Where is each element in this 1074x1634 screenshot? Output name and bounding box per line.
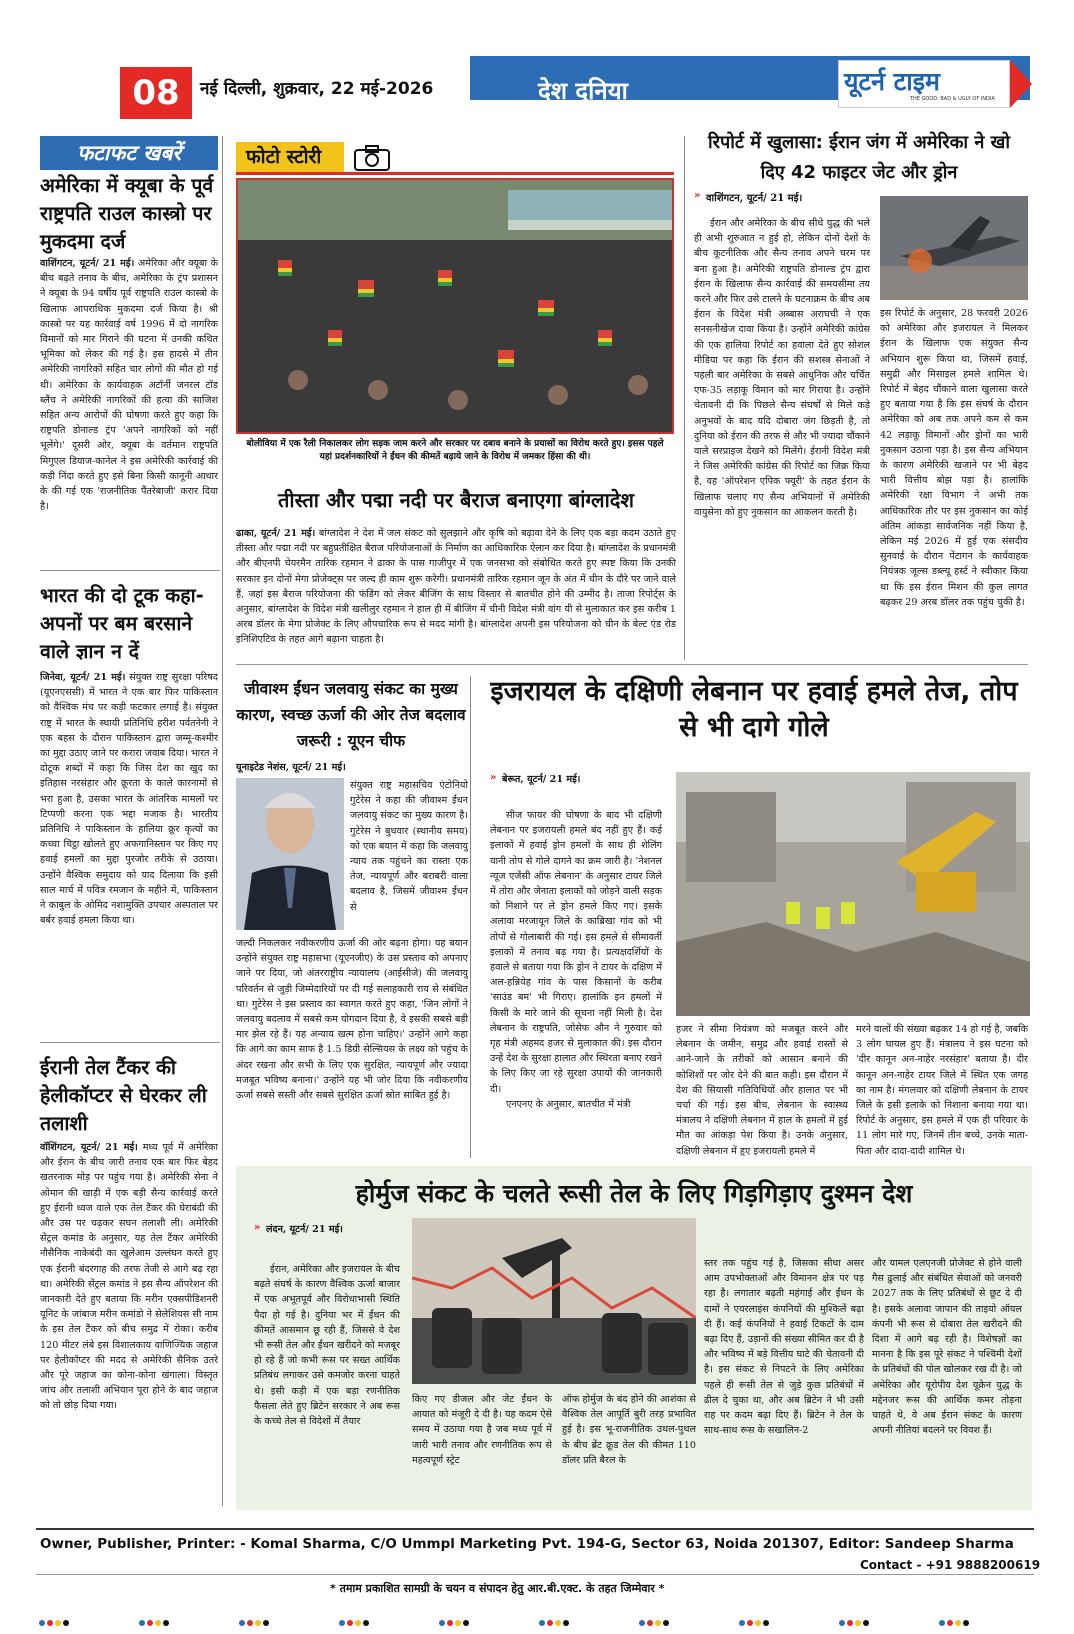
story-body: अमेरिका और क्यूबा के बीच बढ़ते तनाव के बीच, अमेरिका के ट्रंप प्रशासन ने क्यूबा के 94 वर्षीय पूर्व राष्ट्रपति राउल कास्त्रो के खिलाफ आपराधिक मुकदमा दर्ज किया है। श्री कास्त्रो पर यह कार्रवाई वर्ष 1996 में दो नागरिक विमानों को मार गिराने की घटना में उनकी कथित भूमिका को लेकर की गई है। इस हादसे में तीन अमेरिकी नागरिकों सहित चार लोगों की मौत हो गई थी। अमेरिका के कार्यवाहक अटॉर्नी जनरल टॉड ब्लैंच ने अमेरिकी नागरिकों की हत्या की साजिश सहित अन्य आरोपों की घोषणा करते हुए कहा कि राष्ट्रपति डोनाल्ड ट्रंप 'अपने नागरिकों को नहीं भूलेंगे।' दूसरी ओर, क्यूबा के वर्तमान राष्ट्रपति मिगुएल डियाज-कानेल ने इस अमेरिकी कार्रवाई की कड़ी निंदा करते हुए इसे बिना किसी कानूनी आधार के की गई एक 'राजनीतिक पैंतरेबाजी' करार दिया है। xyxy=(40,258,218,513)
footer-rule xyxy=(36,1574,1034,1575)
dateline: जिनेवा, यूटर्न/ 21 मई। xyxy=(40,672,126,683)
story-body-end: एनएनए के अनुसार, बातचीत में मंत्री xyxy=(506,1098,631,1110)
disclaimer-line: * तमाम प्रकाशित सामग्री के चयन व संपादन हेतु आर.बी.एक्ट. के तहत जिम्मेवार * xyxy=(330,1582,665,1595)
story-cuba xyxy=(40,256,218,558)
story-hormuz-col5: और यामल एलएनजी प्रोजेक्ट से होने वाली गैस ढुलाई और संबंधित सेवाओं को जनवरी 2027 तक के लिए प्रतिबंधों से छूट दे दी है। इसके अलावा जापान की ताइयो ऑयल कंपनी भी रूस से दोबारा तेल खरीदने की दिशा में आगे बढ़ रही है। विशेषज्ञों का मानना है कि इस पूरे संकट ने पश्चिमी देशों के प्रतिबंधों की पोल खोलकर रख दी है। जो अमेरिका और यूरोपीय देश यूक्रेन युद्ध के मद्देनजर रूस की आर्थिक कमर तोड़ना चाहते थे, वे अब ईरान संकट के कारण अपनी नीतियां बदलने पर विवश हैं। xyxy=(872,1258,1022,1437)
headline-tanker: ईरानी तेल टैंकर की हेलीकॉप्टर से घेरकर ली तलाशी xyxy=(40,1056,207,1135)
story-israel-col3: मरने वालों की संख्या बढ़कर 14 हो गई है, जबकि 3 लोग घायल हुए हैं। मंत्रालय ने इस घटना को 'दीर कानून अन-नाहेर नरसंहार' बताया है। दीर कानून अन-नाहेर टायर जिले में स्थित एक जगह का नाम है। मंगलवार को दक्षिणी लेबनान के टायर जिले के इसी इलाके को निशाना बनाया गया था। रिपोर्ट के अनुसार, इस हमले में एक ही परिवार के 11 लोग मारे गए, जिनमें तीन बच्चे, उनके माता-पिता और दादा-दादी शामिल थे। xyxy=(856,1024,1028,1156)
story-un-top: संयुक्त राष्ट्र महासचिव एंटोनियो गुटेरेस ने कहा की जीवाश्म ईंधन जलवायु संकट का मुख्य कारण है। गुटेरेस ने बुधवार (स्थानीय समय) को एक बयान में कहा कि जलवायु न्याय तक पहुंचने का रास्ता एक तेज, न्यायपूर्ण और बराबरी वाला बदलाव है, जिसमें जीवाश्म ईंधन से xyxy=(350,780,468,913)
dateline-iran: वाशिंगटन, यूटर्न/ 21 मई। xyxy=(706,193,803,204)
photo-caption: बोलीविया में एक रैली निकालकर लोग सड़क जाम करने और सरकार पर दबाव बनाने के प्रयासों का विरोध करते हुए। इसस पहले यहां प्रदर्शनकारियों ने ईंधन की कीमतें बढ़ाये जाने के विरोध में जमकर हिंसा की थी। xyxy=(236,434,674,468)
dateline-hormuz: लंदन, यूटर्न/ 21 मई। xyxy=(266,1224,343,1235)
dateline-un: यूनाइटेड नेशंस, यूटर्न/ 21 मई। xyxy=(236,762,346,773)
story-un-bottom: जल्दी निकलकर नवीकरणीय ऊर्जा की ओर बढ़ना होगा। यह बयान उन्होंने संयुक्त राष्ट्र महासभा (यूएनजीए) के उस प्रस्ताव को अपनाए जाने पर दिया, जो अंतरराष्ट्रीय न्यायालय (आईसीजे) की जलवायु परिवर्तन से जुड़ी जिम्मेदारियों पर दी गई सलाहकारी राय से संबंधित था। गुटेरेस ने इस प्रस्ताव का स्वागत करते हुए कहा, 'जिन लोगों ने जलवायु बदलाव में सबसे कम योगदान दिया है, वे इसकी सबसे बड़ी मार झेल रहे हैं। यह अन्याय खत्म होना चाहिए।' उन्होंने आगे कहा कि आगे का काम साफ है 1.5 डिग्री सेल्सियस के लक्ष्य को पहुंच के अंदर रखना और सभी के लिए एक सुरक्षित, न्यायपूर्ण और ज्यादा मजबूत भविष्य बनाना।' उन्होंने यह भी जोर दिया कि नवीकरणीय ऊर्जा सबसे सस्ती और सबसे सुरक्षित ऊर्जा स्रोत साबित हुई है। xyxy=(236,938,468,1102)
story-teesta xyxy=(236,526,676,656)
headline-cuba: अमेरिका में क्यूबा के पूर्व राष्ट्रपति राउल कास्त्रो पर मुकदमा दर्ज xyxy=(40,174,214,253)
logo-tagline: THE GOOD, BAD & UGLY OF INDIA xyxy=(910,96,995,102)
page-number: 08 xyxy=(120,67,192,119)
column-divider xyxy=(684,136,685,660)
dateline: ढाका, यूटर्न/ 21 मई। xyxy=(236,528,316,539)
contact-line: Contact - +91 9888200619 xyxy=(860,1558,1041,1572)
column-divider xyxy=(470,676,471,1158)
story-body: मध्य पूर्व में अमेरिका और ईरान के बीच जारी तनाव एक बार फिर बेहद खतरनाक मोड़ पर पहुंच गया है। अमेरिकी सेना ने ओमान की खाड़ी में एक बड़ी सैन्य कार्रवाई करते हुए ईरानी ध्वज वाले एक तेल टैंकर की घेराबंदी की और उस पर चढ़कर सघन तलाशी ली। अमेरिकी सेंट्रल कमांड के अनुसार, यह तेल टैंकर अमेरिकी नौसैनिक नाकेबंदी का खुलेआम उल्लंघन करते हुए एक ईरानी बंदरगाह की तरफ तेजी से आगे बढ़ रहा था। अमेरिकी सेंट्रल कमांड ने इस सैन्य ऑपरेशन की जानकारी देते हुए बताया कि मरीन एक्सपीडिशनरी यूनिट के जांबाज मरीन कमांडो ने सेलेशियस सी नाम के इस तेल टैंकर को बीच समुद्र में रोका। करीब 120 मीटर लंबे इस विशालकाय वाणिज्यिक जहाज पर हेलीकॉप्टर की मदद से अमेरिकी सैनिक उतरे और पूरे जहाज का कोना-कोना खंगाला। विस्तृत जांच और तलाशी अभियान पूरा होने के बाद जहाज को तो छोड़ दिया गया। xyxy=(40,1142,218,1412)
lebanon-rubble-photo xyxy=(676,772,1030,1016)
story-hormuz-col1: ईरान, अमेरिका और इजरायल के बीच बढ़ते संघर्ष के कारण वैश्विक ऊर्जा बाजार में एक अभूतपूर्व और विरोधाभासी स्थिति पैदा हो गई है। दुनिया भर में ईंधन की कीमतें आसमान छू रही हैं, जिससे वे देश भी रूसी तेल और ईंधन खरीदने को मजबूर हो रहे हैं जो कभी रूस पर सख्त आर्थिक प्रतिबंध लगाकर उसे कमजोर करना चाहते थे। इसी कड़ी में एक बड़ा रणनीतिक फैसला लेते हुए ब्रिटेन सरकार ने अब रूस के कच्चे तेल से विदेशों में तैयार xyxy=(254,1264,400,1428)
dateline: वाशिंगटन, यूटर्न/ 21 मई। xyxy=(40,258,135,269)
story-hormuz-col2: किए गए डीजल और जेट ईंधन के आयात को मंजूरी दे दी है। यह कदम ऐसे समय में उठाया गया है जब मध्य पूर्व में जारी भारी तनाव और रणनीतिक रूप से महत्वपूर्ण स्ट्रेट xyxy=(412,1394,552,1466)
divider xyxy=(236,664,1028,665)
photo-story-rule xyxy=(236,172,674,175)
headline-un: जीवाश्म ईंधन जलवायु संकट का मुख्य कारण, स्वच्छ ऊर्जा की ओर तेज बदलाव जरूरी : यूएन चीफ xyxy=(236,680,466,750)
bolivia-rally-photo xyxy=(236,178,674,434)
photo-story-tag: फोटो स्टोरी xyxy=(236,142,344,172)
dateline-israel: बेरूत, यूटर्न/ 21 मई। xyxy=(502,774,581,785)
divider xyxy=(40,1042,220,1043)
headline-israel: इजरायल के दक्षिणी लेबनान पर हवाई हमले तेज, तोप से भी दागे गोले xyxy=(490,676,1018,743)
imprint-line: Owner, Publisher, Printer: - Komal Sharma, C/O Ummpl Marketing Pvt. 194-G, Sector 63, Noida 201307, Editor: Sandeep Sharma xyxy=(40,1536,1014,1552)
quick-news-tag: फटाफट खबरें xyxy=(40,136,218,170)
column-divider xyxy=(222,136,223,1506)
camera-icon xyxy=(352,144,392,172)
headline-teesta: तीस्ता और पद्मा नदी पर बैराज बनाएगा बांग्लादेश xyxy=(278,488,634,512)
logo-arrow-icon xyxy=(1010,60,1032,108)
story-israel-col2: हजर ने सीमा नियंत्रण को मजबूत करने और लेबनान के जमीन, समुद्र और हवाई रास्तों से आने-जाने के तरीकों को आसान बनाने की कोशिशों पर जोर देने की बात कही। इस दौरान में देश की सियासी गतिविधियों और हालात पर भी चर्चा की गई। इस बीच, लेबनान के स्वास्थ्य मंत्रालय ने दक्षिणी लेबनान में हाल के हमलों में हुई मौत का आंकड़ा पेश किया है। उनके अनुसार, दक्षिणी लेबनान में हुए इजरायली हमले में xyxy=(676,1024,848,1156)
headline-india: भारत की दो टूक कहा- अपनों पर बम बरसाने वाले ज्ञान न दें xyxy=(40,584,204,663)
story-hormuz-col4: स्तर तक पहुंच गई है, जिसका सीधा असर आम उपभोक्ताओं और विमानन क्षेत्र पर पड़ रहा है। लगातार बढ़ती महंगाई और ईंधन के दामों ने एयरलाइंस कंपनियों की मुश्किलें बढ़ा दी हैं। कई कंपनियों ने हवाई टिकटों के दाम बढ़ा दिए हैं, उड़ानों की संख्या सीमित कर दी है और भविष्य में बड़े वित्तीय घाटे की चेतावनी दी है। इस संकट से निपटने के लिए अमेरिका पहले ही रूसी तेल से जुड़े कुछ प्रतिबंधों में ढील दे चुका था, और अब ब्रिटेन ने भी उसी राह पर कदम बढ़ा दिए हैं। ब्रिटेन ने तेल के साथ-साथ रूस के सखालिन-2 xyxy=(704,1258,864,1437)
story-body: बांग्लादेश ने देश में जल संकट को सुलझाने और कृषि को बढ़ावा देने के लिए एक बड़ा कदम उठाते हुए तीस्ता और पद्मा नदी पर बहुप्रतीक्षित बैराज परियोजनाओं के निर्माण का आधिकारिक ऐलान कर दिया है। बांग्लादेश के प्रधानमंत्री और बीएनपी चेयरमैन तारिक रहमान ने ढाका के पास गाजीपुर में एक जनसभा को संबोधित करते हुए स्पष्ट किया कि उनकी सरकार इन दोनों मेगा प्रोजेक्ट्स पर जल्द ही काम शुरू करेगी। प्रधानमंत्री तारिक रहमान जून के अंत में चीन के दौरे पर जाने वाले हैं, जहां इस बैराज परियोजना की फंडिंग को लेकर बीजिंग के साथ विस्तार से बातचीत होने की उम्मीद है। ताजा रिपोर्ट्स के अनुसार, बांग्लादेश के विदेश मंत्री खलीलुर रहमान ने हाल ही में बीजिंग में चीनी विदेश मंत्री वांग यी से मुलाकात कर इस करीब 1 अरब डॉलर के मेगा प्रोजेक्ट के लिए औपचारिक रूप से मदद मांगी है। बांग्लादेश अपनी इस परियोजना को चीन के बेल्ट एंड रोड इनिशिएटिव के तहत आगे बढ़ाना चाहता है। xyxy=(236,528,676,646)
story-tanker xyxy=(40,1140,218,1504)
story-iran-col1: ईरान और अमेरिका के बीच सीधे युद्ध की भले ही अभी शुरुआत न हुई हो, लेकिन दोनों देशों के बीच कूटनीतिक और सैन्य तनाव अपने चरम पर बना हुआ है। अमेरिकी राष्ट्रपति डोनाल्ड ट्रंप द्वारा ईरान के खिलाफ सैन्य कार्रवाई की समयसीमा तय करने और फिर उसे टालने के घटनाक्रम के बीच अब ईरान के विदेश मंत्री अब्बास अराघची ने एक सनसनीखेज दावा किया है। उन्होंने अमेरिकी कांग्रेस की एक हालिया रिपोर्ट का हवाला देते हुए सोशल मीडिया पर कहा कि ईरान की सशस्त्र सेनाओं ने पहली बार अमेरिका के सबसे आधुनिक और चर्चित एफ-35 लड़ाकू विमान को मार गिराया है। उन्होंने चेतावनी दी कि पिछले सैन्य संघर्षों से मिले कड़े अनुभवों के बाद यदि दोबारा जंग छिड़ती है, तो दुनिया को ईरान की तरफ से और भी ज्यादा चौंकाने वाले सरप्राइज देखने को मिलेंगे। ईरानी विदेश मंत्री ने जिस अमेरिकी कांग्रेस की रिपोर्ट का जिक्र किया है, वह 'ऑपरेशन एपिक फ्यूरी' के तहत ईरान के खिलाफ चलाए गए सैन्य अभियानों में अमेरिकी वायुसेना को हुए नुकसान का आकलन करती है। xyxy=(694,218,870,518)
divider xyxy=(40,570,220,571)
dateline: वॉशिंगटन, यूटर्न/ 21 मई। xyxy=(40,1142,138,1153)
oil-barrels-photo xyxy=(412,1218,696,1384)
decorative-dots xyxy=(38,1612,1038,1620)
headline-iran: रिपोर्ट में खुलासा: ईरान जंग में अमेरिका ने खो दिए 42 फाइटर जेट और ड्रोन xyxy=(707,132,1010,183)
story-india xyxy=(40,670,218,1038)
footer-rule xyxy=(36,1528,1034,1530)
story-israel-col1 xyxy=(490,808,662,1154)
date-line: नई दिल्ली, शुक्रवार, 22 मई-2026 xyxy=(200,79,434,99)
story-hormuz-col3: ऑफ होर्मुज के बंद होने की आशंका से वैश्विक तेल आपूर्ति बुरी तरह प्रभावित हुई है। इस भू-राजनीतिक उथल-पुथल के बीच ब्रेंट क्रूड तेल की कीमत 110 डॉलर प्रति बैरल के xyxy=(562,1394,696,1466)
guterres-photo xyxy=(236,778,344,930)
story-iran-col2: इस रिपोर्ट के अनुसार, 28 फरवरी 2026 को अमेरिका और इजरायल ने मिलकर ईरान के खिलाफ एक संयुक्त सैन्य अभियान शुरू किया था, जिसमें हवाई, समुद्री और मिसाइल हमले शामिल थे। रिपोर्ट में बेहद चौंकाने वाला खुलासा करते हुए बताया गया है कि इस संघर्ष के दौरान अमेरिका को अब तक अपने कम से कम 42 लड़ाकू विमानों और ड्रोनों का भारी नुकसान उठाना पड़ा है। इस सैन्य अभियान के कारण अमेरिकी खजाने पर भी बेहद भारी वित्तीय बोझ पड़ा है। हालांकि अमेरिकी रक्षा विभाग ने अभी तक आधिकारिक तौर पर इस नुकसान का कोई अंतिम आंकड़ा सार्वजनिक नहीं किया है, लेकिन मई 2026 में हुई एक संसदीय सुनवाई के दौरान पेंटागन के कार्यवाहक नियंत्रक जूल्स डब्ल्यू हर्स्ट ने स्वीकार किया था कि इस ईरान मिशन की कुल लागत बढ़कर 29 अरब डॉलर तक पहुंच चुकी है। xyxy=(880,308,1028,608)
bullet-icon: » xyxy=(254,1222,261,1233)
bullet-icon: » xyxy=(694,190,701,201)
story-body: संयुक्त राष्ट्र सुरक्षा परिषद (यूएनएससी) में भारत ने एक बार फिर पाकिस्तान को वैश्विक मंच पर कड़ी फटकार लगाई है। संयुक्त राष्ट्र में भारत के स्थायी प्रतिनिधि हरीश पर्वतनेनी ने एक बहस के दौरान पाकिस्तान द्वारा जम्मू-कश्मीर का मुद्दा उठाए जाने पर करारा जवाब दिया। भारत ने दोटूक शब्दों में कहा कि जिस देश का खुद का इतिहास नरसंहार और क्रूरता के काले कारनामों से भरा हुआ है, उसका भारत के आंतरिक मामलों पर टिप्पणी करना एक भद्दा मजाक है। भारतीय प्रतिनिधि ने पाकिस्तान के हालिया क्रूर कृत्यों का कच्चा चिट्ठा खोलते हुए अफगानिस्तान पर किए गए हवाई हमलों का मुद्दा पुरजोर तरीके से उठाया। उन्होंने वैश्विक समुदाय को याद दिलाया कि इसी साल मार्च में पवित्र रमजान के महीने में, पाकिस्तान ने काबुल के ओमिद नशामुक्ति उपचार अस्पताल पर बर्बर हवाई हमला किया था। xyxy=(40,672,218,927)
headline-hormuz: होर्मुज संकट के चलते रूसी तेल के लिए गिड़गिड़ाए दुश्मन देश xyxy=(355,1179,913,1208)
story-body: सीज फायर की घोषणा के बाद भी दक्षिणी लेबनान पर इजरायली हमले बंद नहीं हुए हैं। कई इलाकों में हवाई ड्रोन हमलों के साथ ही शेलिंग यानी तोप से गोले दागने का क्रम जारी है। 'नेशनल न्यूज एजेंसी ऑफ लेबनान' के अनुसार टायर जिले में तोरा और जेनाता इलाकों को जोड़ने वाली सड़क को निशाने पर ले ड्रोन हमले किए गए। इसके अलावा मरजायून जिले के काब्रिखा गांव को भी तोपों से गोलाबारी की गई। इस हमले से सीमावर्ती इलाकों में तनाव बढ़ गया है। प्रत्यक्षदर्शियों के हवाले से बताया गया कि ड्रोन ने टायर के दक्षिण में अल-हन्नियेह गांव के पास किसानों के करीब 'साउंड बम' भी गिराए। हालांकि इन हमलों में किसी के मारे जाने की सूचना नहीं मिली है। देश लेबनान के राष्ट्रपति, जोसेफ औन ने गुरुवार को गृह मंत्री अहमद हजर से मुलाकात की। इस दौरान उन्हें देश के सुरक्षा हालात और स्थिरता बनाए रखने के लिए किए जा रहे सुरक्षा उपायों की जानकारी दी। xyxy=(490,810,662,1095)
section-title: देश दुनिया xyxy=(538,77,628,105)
fighter-jet-photo xyxy=(880,196,1028,300)
bullet-icon: » xyxy=(490,772,497,783)
logo: यूटर्न टाइम xyxy=(844,67,940,96)
